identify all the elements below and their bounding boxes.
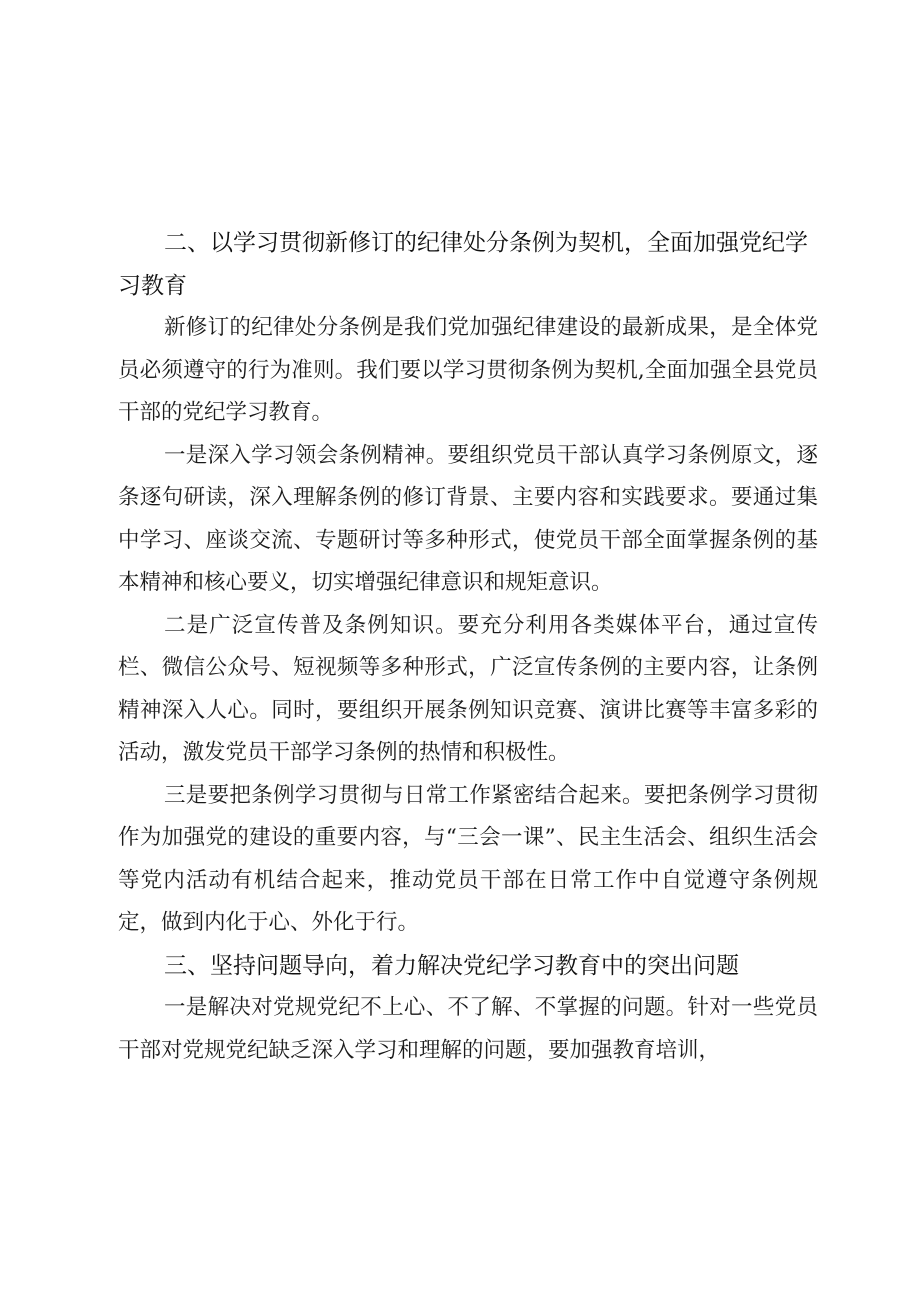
section-two-point-three-paragraph: 三是要把条例学习贯彻与日常工作紧密结合起来。要把条例学习贯彻作为加强党的建设的重要内容，与“三会一课”、民主生活会、组织生活会等党内活动有机结合起来，推动党员干部在日常工作中自觉遵守条例规定，做到内化于心、外化于行。 xyxy=(118,782,818,935)
document-body xyxy=(118,222,818,1072)
section-two-point-two-paragraph: 二是广泛宣传普及条例知识。要充分利用各类媒体平台，通过宣传栏、微信公众号、短视频等多种形式，广泛宣传条例的主要内容，让条例精神深入人心。同时，要组织开展条例知识竞赛、演讲比赛等丰富多彩的活动，激发党员干部学习条例的热情和积极性。 xyxy=(118,612,818,765)
section-three-heading: 三、坚持问题导向，着力解决党纪学习教育中的突出问题 xyxy=(164,952,739,979)
section-two-intro-paragraph: 新修订的纪律处分条例是我们党加强纪律建设的最新成果，是全体党员必须遵守的行为准则。我们要以学习贯彻条例为契机,全面加强全县党员干部的党纪学习教育。 xyxy=(118,315,818,425)
section-two-point-one-paragraph: 一是深入学习领会条例精神。要组织党员干部认真学习条例原文，逐条逐句研读，深入理解条例的修订背景、主要内容和实践要求。要通过集中学习、座谈交流、专题研讨等多种形式，使党员干部全面掌握条例的基本精神和核心要义，切实增强纪律意识和规矩意识。 xyxy=(118,442,818,595)
section-three-point-one-paragraph: 一是解决对党规党纪不上心、不了解、不掌握的问题。针对一些党员干部对党规党纪缺乏深入学习和理解的问题，要加强教育培训， xyxy=(118,995,818,1063)
section-two-heading: 二、以学习贯彻新修订的纪律处分条例为契机，全面加强党纪学习教育 xyxy=(118,230,808,299)
